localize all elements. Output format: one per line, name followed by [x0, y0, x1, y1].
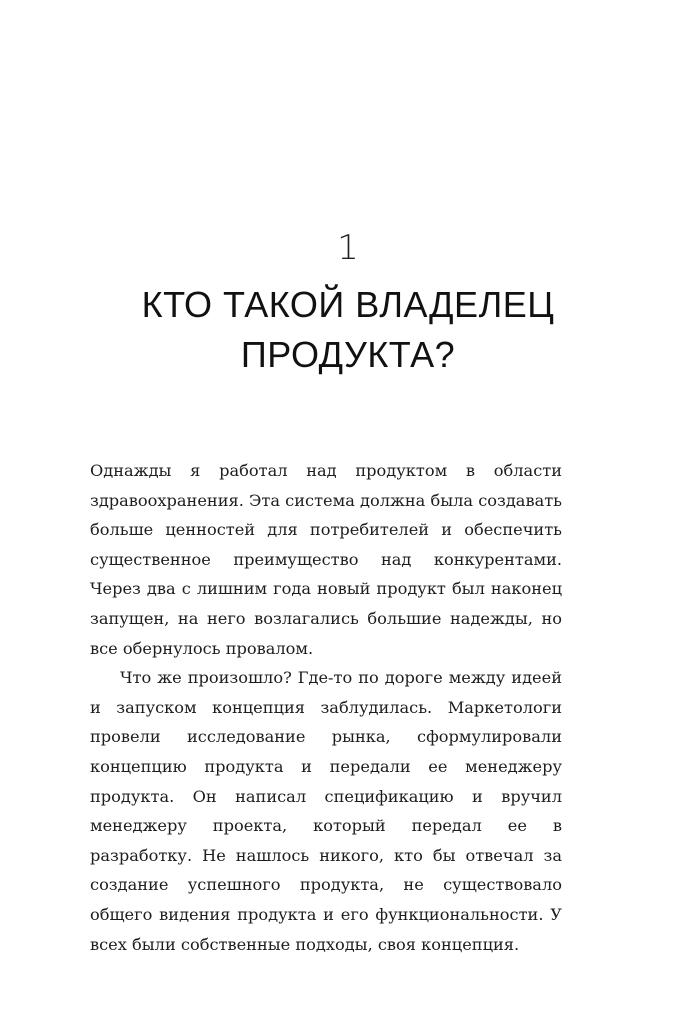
chapter-title [60, 280, 636, 380]
chapter-title-line-2: ПРОДУКТА? [240, 334, 456, 375]
body-text [90, 456, 562, 959]
chapter-title-line-1: КТО ТАКОЙ ВЛАДЕЛЕЦ [141, 284, 555, 325]
chapter-number: 1 [337, 228, 359, 268]
paragraph-2: Что же произошло? Где-то по дороге между идеей и запуском концепция заблудилась. Маркетологи провели исследование рынка, сформулировали концепцию продукта и передали ее менеджеру продукта. Он написал спецификацию и вручил менеджеру проекта, который передал ее в разработку. Не нашлось никого, кто бы отвечал за создание успешного продукта, не существовало общего видения продукта и его функциональности. У всех были собственные подходы, своя концепция. [90, 668, 562, 954]
paragraph-1: Однажды я работал над продуктом в области здравоохранения. Эта система должна была создавать больше ценностей для потребителей и обеспечить существенное преимущество над конкурентами. Через два с лишним года новый продукт был наконец запущен, на него возлагались большие надежды, но все обернулось провалом. [90, 461, 562, 658]
